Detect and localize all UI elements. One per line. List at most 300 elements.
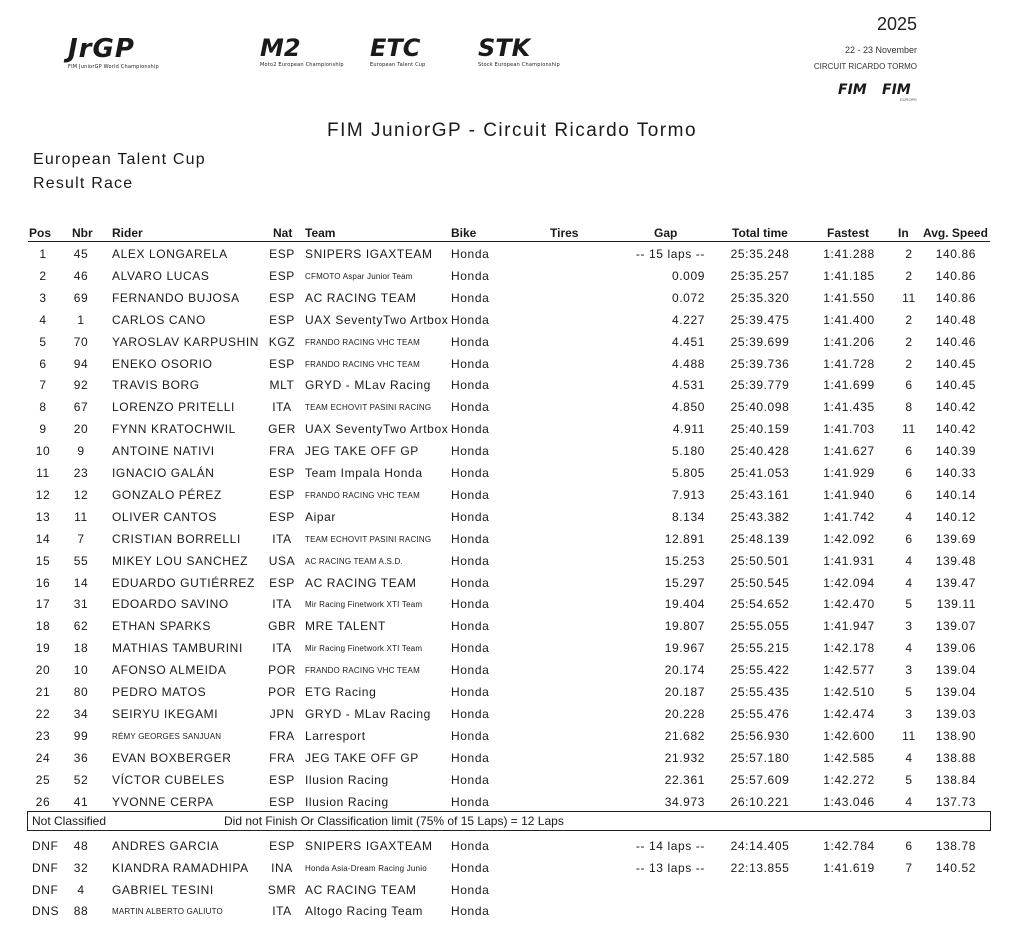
row-team: AC RACING TEAM: [305, 290, 417, 305]
row-bike: Honda: [451, 444, 490, 459]
row-pos: 12: [35, 487, 51, 502]
row-total-time: 25:57.180: [730, 750, 790, 765]
row-fastest-lap: 1:41.288: [823, 247, 875, 261]
row-bike: Honda: [451, 487, 490, 502]
row-team: Altogo Racing Team: [305, 904, 423, 919]
row-rider: ANTOINE NATIVI: [112, 444, 215, 459]
row-team: Ilusion Racing: [305, 794, 389, 809]
row-nation: ESP: [269, 772, 295, 787]
jrgp-logo-subtitle: FIM JuniorGP World Championship: [68, 64, 159, 70]
table-row: [0, 685, 1024, 707]
col-header-rider: Rider: [112, 226, 143, 240]
row-pos: 9: [39, 422, 47, 437]
row-avg-speed: 140.48: [935, 312, 976, 327]
row-rider: MATHIAS TAMBURINI: [112, 641, 243, 656]
row-pos: DNF: [32, 839, 59, 853]
row-pos: 17: [35, 597, 51, 612]
col-header-team: Team: [305, 226, 336, 240]
row-gap: 21.932: [664, 750, 705, 765]
col-header-lap: In: [898, 226, 909, 240]
col-header-bike: Bike: [451, 226, 477, 240]
table-row: [0, 641, 1024, 663]
row-rider: LORENZO PRITELLI: [112, 400, 235, 415]
row-number: 48: [73, 839, 89, 853]
table-row: [0, 532, 1024, 554]
row-avg-speed: 140.45: [935, 356, 976, 371]
row-avg-speed: 140.33: [935, 466, 976, 480]
row-team: Team Impala Honda: [305, 466, 423, 480]
row-number: 55: [73, 553, 89, 568]
row-pos: DNF: [32, 860, 59, 875]
row-avg-speed: 140.42: [935, 422, 976, 437]
table-row: [0, 883, 1024, 905]
row-rider: RÉMY GEORGES SANJUAN: [112, 731, 222, 741]
row-total-time: 25:50.501: [730, 553, 790, 568]
table-row: [0, 466, 1024, 488]
row-rider: VÍCTOR CUBELES: [112, 772, 225, 787]
row-bike: Honda: [451, 663, 490, 678]
row-fastest-lap-number: 7: [905, 860, 913, 875]
table-row: [0, 247, 1024, 269]
row-fastest-lap-number: 5: [905, 597, 913, 612]
row-avg-speed: 138.78: [935, 839, 976, 853]
col-header-pos: Pos: [29, 226, 52, 240]
row-fastest-lap-number: 6: [905, 444, 913, 459]
row-fastest-lap: 1:42.092: [823, 531, 875, 546]
row-total-time: 25:35.320: [730, 290, 790, 305]
row-number: 23: [73, 466, 89, 480]
row-total-time: 25:39.475: [730, 312, 790, 327]
row-team: AC RACING TEAM: [305, 575, 417, 590]
row-bike: Honda: [451, 334, 490, 349]
row-bike: Honda: [451, 794, 490, 809]
row-gap: 7.913: [671, 487, 705, 502]
row-nation: POR: [268, 685, 296, 699]
row-number: 32: [73, 860, 89, 875]
row-number: 70: [73, 334, 89, 349]
table-row: [0, 357, 1024, 379]
row-nation: FRA: [269, 728, 295, 743]
row-fastest-lap-number: 6: [905, 378, 913, 393]
row-gap: 22.361: [664, 772, 705, 787]
row-number: 18: [73, 641, 89, 656]
row-number: 31: [73, 597, 89, 612]
row-gap: 15.253: [664, 553, 705, 568]
table-row: [0, 663, 1024, 685]
row-fastest-lap-number: 6: [905, 487, 913, 502]
col-header-nat: Nat: [273, 226, 293, 240]
row-gap: 5.805: [671, 466, 705, 480]
series-name: European Talent Cup: [33, 151, 206, 168]
row-pos: 4: [39, 312, 47, 327]
row-pos: 10: [35, 444, 51, 459]
row-team: JEG TAKE OFF GP: [305, 444, 419, 459]
row-rider: MARTIN ALBERTO GALIUTO: [112, 907, 223, 917]
row-fastest-lap: 1:42.272: [823, 772, 875, 787]
row-rider: KIANDRA RAMADHIPA: [112, 860, 249, 875]
row-nation: ITA: [272, 400, 292, 415]
etc-logo-subtitle: European Talent Cup: [370, 62, 426, 68]
row-team: CFMOTO Aspar Junior Team: [305, 271, 413, 281]
row-gap: -- 14 laps --: [635, 839, 705, 853]
row-pos: DNF: [32, 882, 59, 897]
row-fastest-lap-number: 8: [905, 400, 913, 415]
row-number: 4: [77, 882, 85, 897]
row-fastest-lap-number: 2: [905, 247, 913, 261]
row-bike: Honda: [451, 772, 490, 787]
row-pos: 18: [35, 619, 51, 634]
row-team: UAX SeventyTwo Artbox: [305, 422, 449, 437]
row-gap: -- 15 laps --: [635, 247, 705, 261]
row-gap: 4.451: [671, 334, 705, 349]
row-avg-speed: 140.86: [935, 268, 976, 283]
table-row: [0, 729, 1024, 751]
row-nation: MLT: [269, 378, 295, 393]
fim-logo: FIM: [838, 82, 867, 98]
row-team: JEG TAKE OFF GP: [305, 750, 419, 765]
row-number: 10: [73, 663, 89, 678]
row-team: UAX SeventyTwo Artbox: [305, 312, 449, 327]
row-bike: Honda: [451, 247, 490, 261]
row-rider: AFONSO ALMEIDA: [112, 663, 227, 678]
row-gap: 34.973: [664, 794, 705, 809]
moto2-logo-subtitle: Moto2 European Championship: [260, 62, 344, 68]
row-number: 80: [73, 685, 89, 699]
table-row: [0, 773, 1024, 795]
col-header-nbr: Nbr: [72, 226, 93, 240]
row-number: 88: [73, 904, 89, 919]
row-bike: Honda: [451, 268, 490, 283]
stk-logo: [478, 36, 560, 68]
row-fastest-lap: 1:41.929: [823, 466, 875, 480]
row-pos: 1: [39, 247, 47, 261]
row-pos: 5: [39, 334, 47, 349]
row-fastest-lap-number: 4: [905, 553, 913, 568]
row-fastest-lap-number: 3: [905, 706, 913, 721]
row-avg-speed: 139.03: [935, 706, 976, 721]
row-total-time: 25:39.699: [730, 334, 790, 349]
row-rider: ENEKO OSORIO: [112, 356, 213, 371]
row-nation: JPN: [269, 706, 295, 721]
row-number: 99: [73, 728, 89, 743]
row-bike: Honda: [451, 531, 490, 546]
row-pos: 16: [35, 575, 51, 590]
row-team: Aipar: [305, 509, 337, 524]
row-team: MRE TALENT: [305, 619, 386, 634]
row-bike: Honda: [451, 466, 490, 480]
row-rider: YAROSLAV KARPUSHIN: [112, 334, 260, 349]
row-rider: FERNANDO BUJOSA: [112, 290, 240, 305]
row-pos: 8: [39, 400, 47, 415]
row-avg-speed: 139.11: [936, 597, 976, 612]
row-bike: Honda: [451, 422, 490, 437]
page-title: FIM JuniorGP - Circuit Ricardo Tormo: [326, 120, 698, 141]
row-bike: Honda: [451, 356, 490, 371]
row-pos: 7: [39, 378, 47, 393]
row-nation: ESP: [269, 268, 295, 283]
row-avg-speed: 139.07: [935, 619, 976, 634]
row-gap: 12.891: [664, 531, 705, 546]
row-team: SNIPERS IGAXTEAM: [305, 839, 433, 853]
row-fastest-lap-number: 5: [905, 772, 913, 787]
row-pos: 6: [39, 356, 47, 371]
row-gap: 19.807: [664, 619, 705, 634]
row-pos: 19: [35, 641, 51, 656]
row-rider: FYNN KRATOCHWIL: [112, 422, 236, 437]
row-number: 7: [77, 531, 85, 546]
row-fastest-lap-number: 2: [905, 334, 913, 349]
table-row: [0, 619, 1024, 641]
row-team: Larresport: [305, 728, 366, 743]
col-header-total-time: Total time: [732, 226, 788, 240]
row-bike: Honda: [451, 750, 490, 765]
session-name: Result Race: [33, 175, 134, 192]
row-nation: ITA: [272, 531, 292, 546]
row-fastest-lap: 1:41.947: [823, 619, 875, 634]
row-rider: OLIVER CANTOS: [112, 509, 217, 524]
row-fastest-lap: 1:42.178: [823, 641, 875, 656]
col-header-gap: Gap: [654, 226, 678, 240]
row-rider: EDUARDO GUTIÉRREZ: [112, 575, 255, 590]
row-fastest-lap: 1:42.510: [823, 685, 875, 699]
row-fastest-lap: 1:41.703: [823, 422, 875, 437]
row-team: TEAM ECHOVIT PASINI RACING: [305, 534, 432, 544]
row-total-time: 25:50.545: [730, 575, 790, 590]
row-gap: 0.009: [671, 268, 705, 283]
row-bike: Honda: [451, 619, 490, 634]
row-nation: ESP: [269, 356, 295, 371]
row-gap: -- 13 laps --: [635, 860, 705, 875]
row-team: Mir Racing Finetwork XTI Team: [305, 644, 423, 654]
row-fastest-lap: 1:42.474: [823, 706, 875, 721]
row-pos: 21: [35, 685, 51, 699]
row-number: 11: [74, 509, 88, 524]
row-bike: Honda: [451, 685, 490, 699]
row-rider: EVAN BOXBERGER: [112, 750, 232, 765]
row-rider: ETHAN SPARKS: [112, 619, 211, 634]
row-number: 12: [73, 487, 89, 502]
row-nation: SMR: [267, 882, 297, 897]
row-fastest-lap-number: 2: [905, 356, 913, 371]
table-row: [0, 400, 1024, 422]
row-number: 46: [73, 268, 89, 283]
row-fastest-lap-number: 3: [905, 663, 913, 678]
row-nation: ESP: [269, 509, 295, 524]
row-nation: ESP: [269, 466, 295, 480]
row-rider: SEIRYU IKEGAMI: [112, 706, 219, 721]
row-fastest-lap-number: 6: [905, 531, 913, 546]
row-fastest-lap: 1:41.400: [823, 312, 875, 327]
row-pos: 2: [39, 268, 47, 283]
row-rider: CARLOS CANO: [112, 312, 206, 327]
row-fastest-lap: 1:42.585: [823, 750, 875, 765]
row-rider: ALEX LONGARELA: [112, 247, 228, 261]
row-fastest-lap: 1:42.600: [823, 728, 875, 743]
row-total-time: 25:55.422: [730, 663, 790, 678]
row-nation: USA: [268, 553, 296, 568]
row-gap: 4.911: [672, 422, 705, 437]
row-bike: Honda: [451, 882, 490, 897]
row-fastest-lap: 1:41.728: [823, 356, 875, 371]
row-avg-speed: 139.69: [935, 531, 976, 546]
stk-logo-subtitle: Stock European Championship: [478, 62, 560, 68]
row-bike: Honda: [451, 378, 490, 393]
row-total-time: 25:35.257: [730, 268, 790, 283]
row-total-time: 25:40.098: [730, 400, 790, 415]
row-total-time: 25:56.930: [730, 728, 790, 743]
row-nation: ESP: [269, 839, 295, 853]
row-pos: 14: [35, 531, 51, 546]
row-gap: 0.072: [671, 290, 705, 305]
row-nation: GBR: [268, 619, 296, 634]
row-number: 41: [73, 794, 89, 809]
table-row: [0, 335, 1024, 357]
header-divider: [28, 241, 990, 242]
not-classified-banner: [27, 811, 991, 831]
row-fastest-lap-number: 4: [905, 509, 913, 524]
row-pos: 13: [35, 509, 51, 524]
event-circuit: CIRCUIT RICARDO TORMO: [813, 62, 917, 71]
row-number: 62: [73, 619, 89, 634]
table-row: [0, 378, 1024, 400]
row-rider: EDOARDO SAVINO: [112, 597, 229, 612]
row-total-time: 25:43.382: [730, 509, 790, 524]
row-total-time: 25:55.435: [730, 685, 790, 699]
jrgp-logo: [68, 36, 159, 70]
row-team: FRANDO RACING VHC TEAM: [305, 490, 420, 500]
row-pos: 15: [35, 553, 51, 568]
row-pos: 3: [39, 290, 47, 305]
row-avg-speed: 140.86: [935, 247, 976, 261]
row-pos: 24: [35, 750, 51, 765]
row-team: FRANDO RACING VHC TEAM: [305, 666, 420, 676]
row-number: 94: [73, 356, 89, 371]
row-nation: ESP: [269, 247, 295, 261]
row-pos: 25: [35, 772, 51, 787]
row-bike: Honda: [451, 904, 490, 919]
row-fastest-lap: 1:41.940: [823, 487, 875, 502]
row-pos: 23: [35, 728, 51, 743]
row-gap: 4.227: [671, 312, 705, 327]
row-fastest-lap-number: 11: [902, 290, 916, 305]
row-nation: ESP: [269, 290, 295, 305]
table-row: [0, 291, 1024, 313]
row-bike: Honda: [451, 575, 490, 590]
row-avg-speed: 139.06: [935, 641, 976, 656]
row-avg-speed: 140.46: [935, 334, 976, 349]
row-total-time: 25:43.161: [730, 487, 790, 502]
table-row: [0, 707, 1024, 729]
row-nation: ESP: [269, 312, 295, 327]
row-rider: IGNACIO GALÁN: [112, 466, 215, 480]
table-row: [0, 554, 1024, 576]
row-number: 92: [73, 378, 89, 393]
row-gap: 4.531: [671, 378, 705, 393]
row-fastest-lap-number: 4: [905, 641, 913, 656]
row-fastest-lap-number: 4: [905, 750, 913, 765]
row-bike: Honda: [451, 728, 490, 743]
row-gap: 4.850: [671, 400, 705, 415]
row-fastest-lap: 1:41.931: [823, 553, 875, 568]
row-avg-speed: 140.14: [935, 487, 976, 502]
row-bike: Honda: [451, 860, 490, 875]
row-total-time: 25:39.779: [730, 378, 790, 393]
row-bike: Honda: [451, 290, 490, 305]
col-header-tires: Tires: [550, 226, 579, 240]
row-fastest-lap-number: 5: [905, 685, 913, 699]
row-rider: GONZALO PÉREZ: [112, 487, 222, 502]
col-header-fastest: Fastest: [827, 226, 870, 240]
row-total-time: 25:41.053: [730, 466, 790, 480]
row-nation: ESP: [269, 487, 295, 502]
row-avg-speed: 139.04: [935, 663, 976, 678]
moto2-logo-text: M2: [260, 34, 301, 62]
row-nation: KGZ: [268, 334, 296, 349]
row-number: 69: [73, 290, 89, 305]
table-row: [0, 269, 1024, 291]
row-avg-speed: 140.52: [935, 860, 976, 875]
row-rider: ALVARO LUCAS: [112, 268, 210, 283]
row-total-time: 25:55.476: [730, 706, 790, 721]
row-number: 34: [73, 706, 89, 721]
row-fastest-lap: 1:41.435: [823, 400, 875, 415]
row-number: 45: [73, 247, 89, 261]
row-bike: Honda: [451, 509, 490, 524]
row-pos: 26: [35, 794, 51, 809]
row-avg-speed: 140.12: [935, 509, 976, 524]
row-gap: 19.967: [664, 641, 705, 656]
row-fastest-lap-number: 2: [905, 268, 913, 283]
row-avg-speed: 138.88: [935, 750, 976, 765]
row-team: AC RACING TEAM: [305, 882, 417, 897]
row-fastest-lap-number: 6: [905, 466, 913, 480]
jrgp-logo-text: JrGP: [68, 34, 135, 64]
row-fastest-lap-number: 6: [905, 839, 913, 853]
row-gap: 20.228: [664, 706, 705, 721]
row-avg-speed: 140.42: [935, 400, 976, 415]
row-number: 20: [73, 422, 89, 437]
row-fastest-lap-number: 4: [905, 794, 913, 809]
row-team: ETG Racing: [305, 685, 377, 699]
row-fastest-lap: 1:42.094: [823, 575, 875, 590]
event-year: 2025: [876, 14, 917, 34]
row-bike: Honda: [451, 597, 490, 612]
row-fastest-lap: 1:43.046: [823, 794, 875, 809]
row-total-time: 25:35.248: [730, 247, 790, 261]
row-gap: 8.134: [671, 509, 705, 524]
row-number: 1: [77, 312, 85, 327]
row-fastest-lap: 1:42.784: [823, 839, 875, 853]
row-nation: INA: [271, 860, 293, 875]
row-rider: YVONNE CERPA: [112, 794, 214, 809]
table-row: [0, 904, 1024, 926]
row-team: FRANDO RACING VHC TEAM: [305, 337, 420, 347]
row-team: AC RACING TEAM A.S.D.: [305, 556, 403, 566]
row-bike: Honda: [451, 553, 490, 568]
row-total-time: 26:10.221: [730, 794, 790, 809]
row-total-time: 25:55.215: [730, 641, 790, 656]
row-bike: Honda: [451, 400, 490, 415]
table-row: [0, 444, 1024, 466]
row-fastest-lap: 1:41.742: [823, 509, 875, 524]
row-team: Honda Asia-Dream Racing Junio: [305, 863, 427, 873]
row-nation: POR: [268, 663, 296, 678]
row-avg-speed: 140.86: [935, 290, 976, 305]
row-avg-speed: 140.39: [935, 444, 976, 459]
moto2-logo: [260, 36, 344, 68]
row-rider: TRAVIS BORG: [112, 378, 200, 393]
row-gap: 21.682: [664, 728, 705, 743]
